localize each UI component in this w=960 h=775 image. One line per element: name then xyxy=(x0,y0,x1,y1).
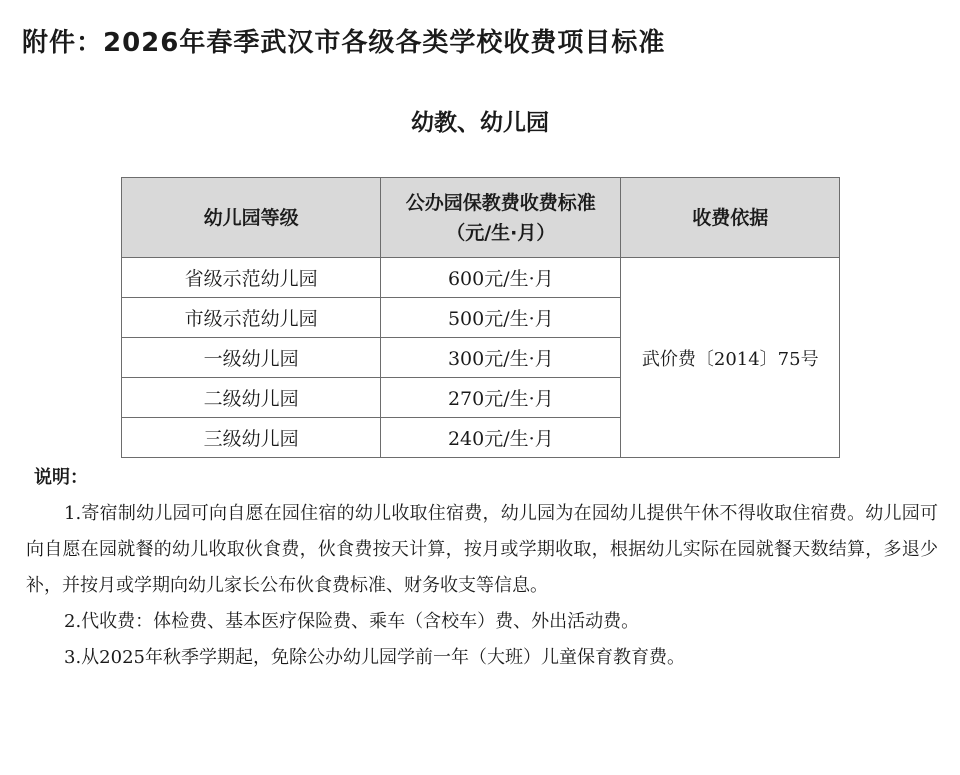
cell-fee: 240元/生·月 xyxy=(381,418,621,458)
header-basis: 收费依据 xyxy=(621,178,840,258)
cell-fee: 500元/生·月 xyxy=(381,298,621,338)
cell-level: 省级示范幼儿园 xyxy=(122,258,381,298)
fee-table xyxy=(121,177,840,458)
header-fee-standard xyxy=(381,178,621,258)
table-row xyxy=(122,258,840,298)
cell-level: 市级示范幼儿园 xyxy=(122,298,381,338)
cell-fee: 300元/生·月 xyxy=(381,338,621,378)
header-level: 幼儿园等级 xyxy=(122,178,381,258)
header-fee-line2: （元/生·月） xyxy=(446,221,556,244)
cell-fee: 600元/生·月 xyxy=(381,258,621,298)
cell-fee: 270元/生·月 xyxy=(381,378,621,418)
note-item-2: 2.代收费：体检费、基本医疗保险费、乘车（含校车）费、外出活动费。 xyxy=(64,611,640,632)
header-fee-line1: 公办园保教费收费标准 xyxy=(405,191,596,214)
cell-basis: 武价费〔2014〕75号 xyxy=(621,258,840,458)
note-item-1: 1.寄宿制幼儿园可向自愿在园住宿的幼儿收取住宿费，幼儿园为在园幼儿提供午休不得收取住宿费。幼儿园可向自愿在园就餐的幼儿收取伙食费，伙食费按天计算，按月或学期收取，根据幼儿实际在园就餐天数结算，多退少补，并按月或学期向幼儿家长公布伙食费标准、财务收支等信息。 xyxy=(26,503,938,596)
cell-level: 三级幼儿园 xyxy=(122,418,381,458)
table-header-row xyxy=(122,178,840,258)
notes-section xyxy=(26,460,938,676)
note-item-3: 3.从2025年秋季学期起，免除公办幼儿园学前一年（大班）儿童保育教育费。 xyxy=(64,647,685,668)
cell-level: 一级幼儿园 xyxy=(122,338,381,378)
document-title: 附件：2026年春季武汉市各级各类学校收费项目标准 xyxy=(22,28,666,58)
notes-heading: 说明： xyxy=(34,467,88,488)
section-title: 幼教、幼儿园 xyxy=(411,110,549,136)
cell-level: 二级幼儿园 xyxy=(122,378,381,418)
